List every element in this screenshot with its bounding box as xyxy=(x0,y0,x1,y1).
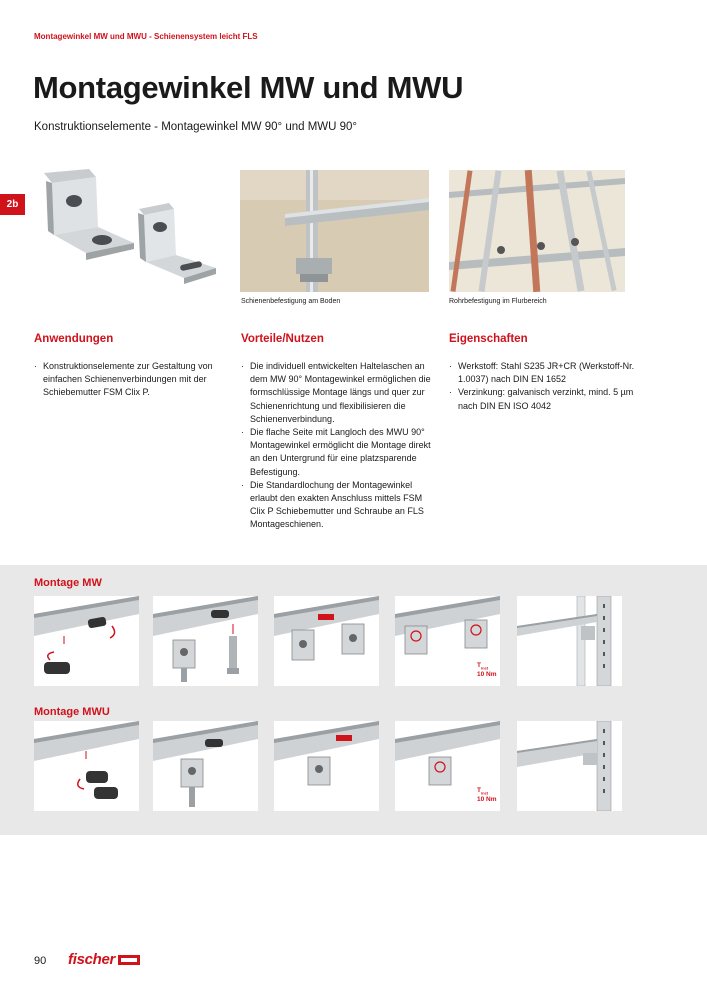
list-vorteile xyxy=(241,360,431,532)
mwu-step-3 xyxy=(274,721,379,811)
montage-mw-label: Montage MW xyxy=(34,577,102,589)
torque-label xyxy=(477,662,497,678)
mw-step-1 xyxy=(34,596,139,686)
list-item: · Werkstoff: Stahl S235 JR+CR (Werkstoff-Nr. 1.0037) nach DIN EN 1652 xyxy=(449,360,639,386)
mwu-bracket-illustration xyxy=(138,203,216,284)
page-number: 90 xyxy=(34,955,47,967)
logo-mark-icon xyxy=(118,954,140,966)
list-item: · Konstruktionselemente zur Gestaltung von einfachen Schienenverbindungen mit der Schiebemutter FSM Clix P. xyxy=(34,360,214,400)
mw-step-3 xyxy=(274,596,379,686)
heading-vorteile: Vorteile/Nutzen xyxy=(241,333,324,345)
mw-step-4 xyxy=(395,596,500,686)
photo-floor-fixing xyxy=(240,170,429,292)
torque-symbol: T xyxy=(477,787,481,794)
list-anwendungen xyxy=(34,360,214,400)
fischer-logo xyxy=(68,951,140,968)
list-item: · Die flache Seite mit Langloch des MWU 90° Montagewinkel ermöglicht die Montage direkt an den Untergrund für eine platzsparende Befestigung. xyxy=(241,426,431,479)
chapter-tab[interactable]: 2b xyxy=(0,194,25,215)
mw-step-5 xyxy=(517,596,622,686)
mwu-step-2 xyxy=(153,721,258,811)
mw-step-2 xyxy=(153,596,258,686)
list-item: · Die Standardlochung der Montagewinkel erlaubt den exakten Anschluss mittels FSM Clix P Schiebemutter und Schraube an FLS Montageschienen. xyxy=(241,479,431,532)
list-item: · Die individuell entwickelten Haltelaschen an dem MW 90° Montagewinkel ermöglichen die formschlüssige Montage längs und quer zur Schienenrichtung und flexibilisieren die Schienenverbindung. xyxy=(241,360,431,426)
montage-mwu-label: Montage MWU xyxy=(34,706,110,718)
list-item: · Verzinkung: galvanisch verzinkt, mind. 5 µm nach DIN EN ISO 4042 xyxy=(449,386,639,412)
photo-ceiling-pipes xyxy=(449,170,625,292)
breadcrumb: Montagewinkel MW und MWU - Schienensystem leicht FLS xyxy=(34,32,258,41)
mwu-step-4 xyxy=(395,721,500,811)
torque-label xyxy=(477,787,497,803)
heading-anwendungen: Anwendungen xyxy=(34,333,114,345)
page-subtitle: Konstruktionselemente - Montagewinkel MW 90° und MWU 90° xyxy=(34,121,358,133)
heading-eigenschaften: Eigenschaften xyxy=(449,333,528,345)
torque-symbol: T xyxy=(477,662,481,669)
torque-subscript: inst xyxy=(480,665,489,671)
torque-value: 10 Nm xyxy=(477,671,497,679)
torque-value: 10 Nm xyxy=(477,796,497,804)
mwu-step-5 xyxy=(517,721,622,811)
product-photo-brackets xyxy=(34,165,234,290)
mwu-step-1 xyxy=(34,721,139,811)
mw-bracket-illustration xyxy=(44,169,134,260)
brand-name: fischer xyxy=(68,951,116,968)
list-eigenschaften xyxy=(449,360,639,413)
caption-ceiling: Rohrbefestigung im Flurbereich xyxy=(449,298,547,305)
page-title: Montagewinkel MW und MWU xyxy=(33,70,464,105)
torque-subscript: inst xyxy=(480,790,489,796)
caption-floor: Schienenbefestigung am Boden xyxy=(241,298,341,305)
